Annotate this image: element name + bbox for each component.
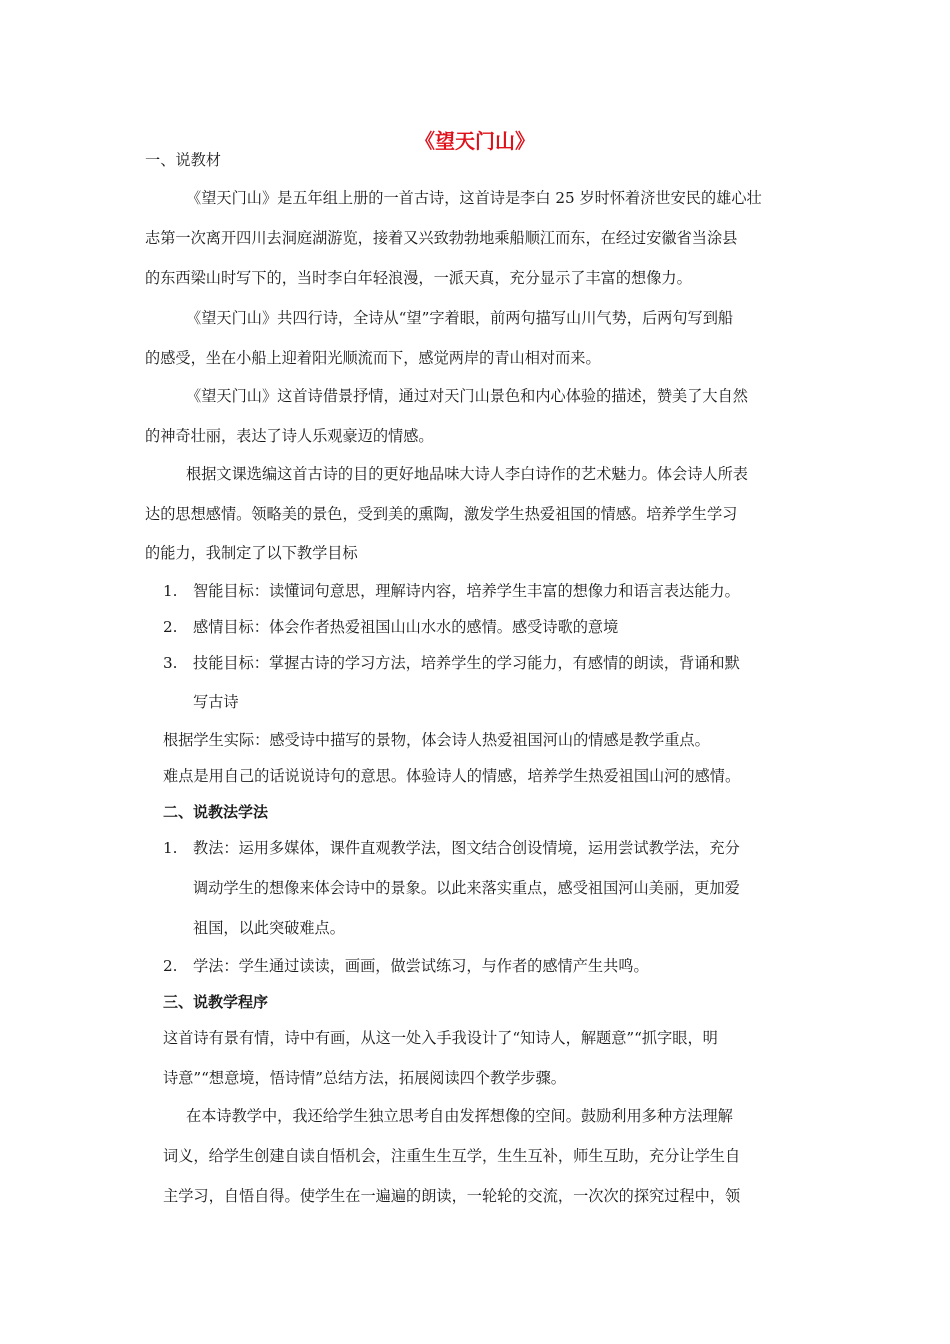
paragraph-line: 根据文课选编这首古诗的目的更好地品味大诗人李白诗作的艺术魅力。体会诗人所表 [186, 465, 748, 483]
paragraph-line: 的神奇壮丽，表达了诗人乐观豪迈的情感。 [145, 427, 434, 445]
paragraph-line: 《望天门山》共四行诗，全诗从“望”字着眼，前两句描写山川气势，后两句写到船 [186, 309, 734, 327]
list-number: 1. [163, 582, 178, 600]
paragraph-line: 诗意”“想意境，悟诗情”总结方法，拓展阅读四个教学步骤。 [163, 1069, 566, 1087]
list-item: 技能目标：掌握古诗的学习方法，培养学生的学习能力，有感情的朗读，背诵和默 [193, 654, 740, 672]
list-item-continuation: 调动学生的想像来体会诗中的景象。以此来落实重点，感受祖国河山美丽，更加爱 [193, 879, 740, 897]
difficult-point-text: 难点是用自己的话说说诗句的意思。体验诗人的情感，培养学生热爱祖国山河的感情。 [163, 767, 741, 785]
paragraph-line: 《望天门山》这首诗借景抒情，通过对天门山景色和内心体验的描述，赞美了大自然 [186, 387, 748, 405]
list-number: 2. [163, 957, 178, 975]
list-item: 智能目标：读懂词句意思，理解诗内容，培养学生丰富的想像力和语言表达能力。 [193, 582, 740, 600]
list-number: 2. [163, 618, 178, 636]
list-item: 学法：学生通过读读，画画，做尝试练习，与作者的感情产生共鸣。 [193, 957, 649, 975]
paragraph-line: 在本诗教学中，我还给学生独立思考自由发挥想像的空间。鼓励利用多种方法理解 [186, 1107, 733, 1125]
paragraph-line: 《望天门山》是五年组上册的一首古诗，这首诗是李白 25 岁时怀着济世安民的雄心壮 [186, 189, 762, 207]
list-number: 1. [163, 839, 178, 857]
list-item: 感情目标：体会作者热爱祖国山山水水的感情。感受诗歌的意境 [193, 618, 619, 636]
paragraph-line: 这首诗有景有情，诗中有画，从这一处入手我设计了“知诗人，解题意”“抓字眼，明 [163, 1029, 718, 1047]
list-item: 教法：运用多媒体，课件直观教学法，图文结合创设情境，运用尝试教学法，充分 [193, 839, 740, 857]
list-item-continuation: 祖国，以此突破难点。 [193, 919, 345, 937]
list-item-continuation: 写古诗 [193, 693, 239, 711]
paragraph-line: 词义，给学生创建自读自悟机会，注重生生互学，生生互补，师生互助，充分让学生自 [163, 1147, 741, 1165]
paragraph-line: 的东西梁山时写下的，当时李白年轻浪漫，一派天真，充分显示了丰富的想像力。 [145, 269, 692, 287]
section-heading-teaching-material: 一、说教材 [145, 151, 221, 169]
paragraph-line: 的感受，坐在小船上迎着阳光顺流而下，感觉两岸的青山相对而来。 [145, 349, 601, 367]
paragraph-line: 志第一次离开四川去洞庭湖游览，接着又兴致勃勃地乘船顺江而东，在经过安徽省当涂县 [145, 229, 738, 247]
document-title: 《望天门山》 [415, 129, 535, 153]
paragraph-line: 主学习，自悟自得。使学生在一遍遍的朗读，一轮轮的交流，一次次的探究过程中，领 [163, 1187, 741, 1205]
key-point-text: 根据学生实际：感受诗中描写的景物，体会诗人热爱祖国河山的情感是教学重点。 [163, 731, 710, 749]
section-heading-methods: 二、说教法学法 [163, 803, 269, 821]
paragraph-line: 达的思想感情。领略美的景色，受到美的熏陶，激发学生热爱祖国的情感。培养学生学习 [145, 505, 738, 523]
section-heading-procedure: 三、说教学程序 [163, 993, 269, 1011]
list-number: 3. [163, 654, 178, 672]
paragraph-line: 的能力，我制定了以下教学目标 [145, 544, 358, 562]
